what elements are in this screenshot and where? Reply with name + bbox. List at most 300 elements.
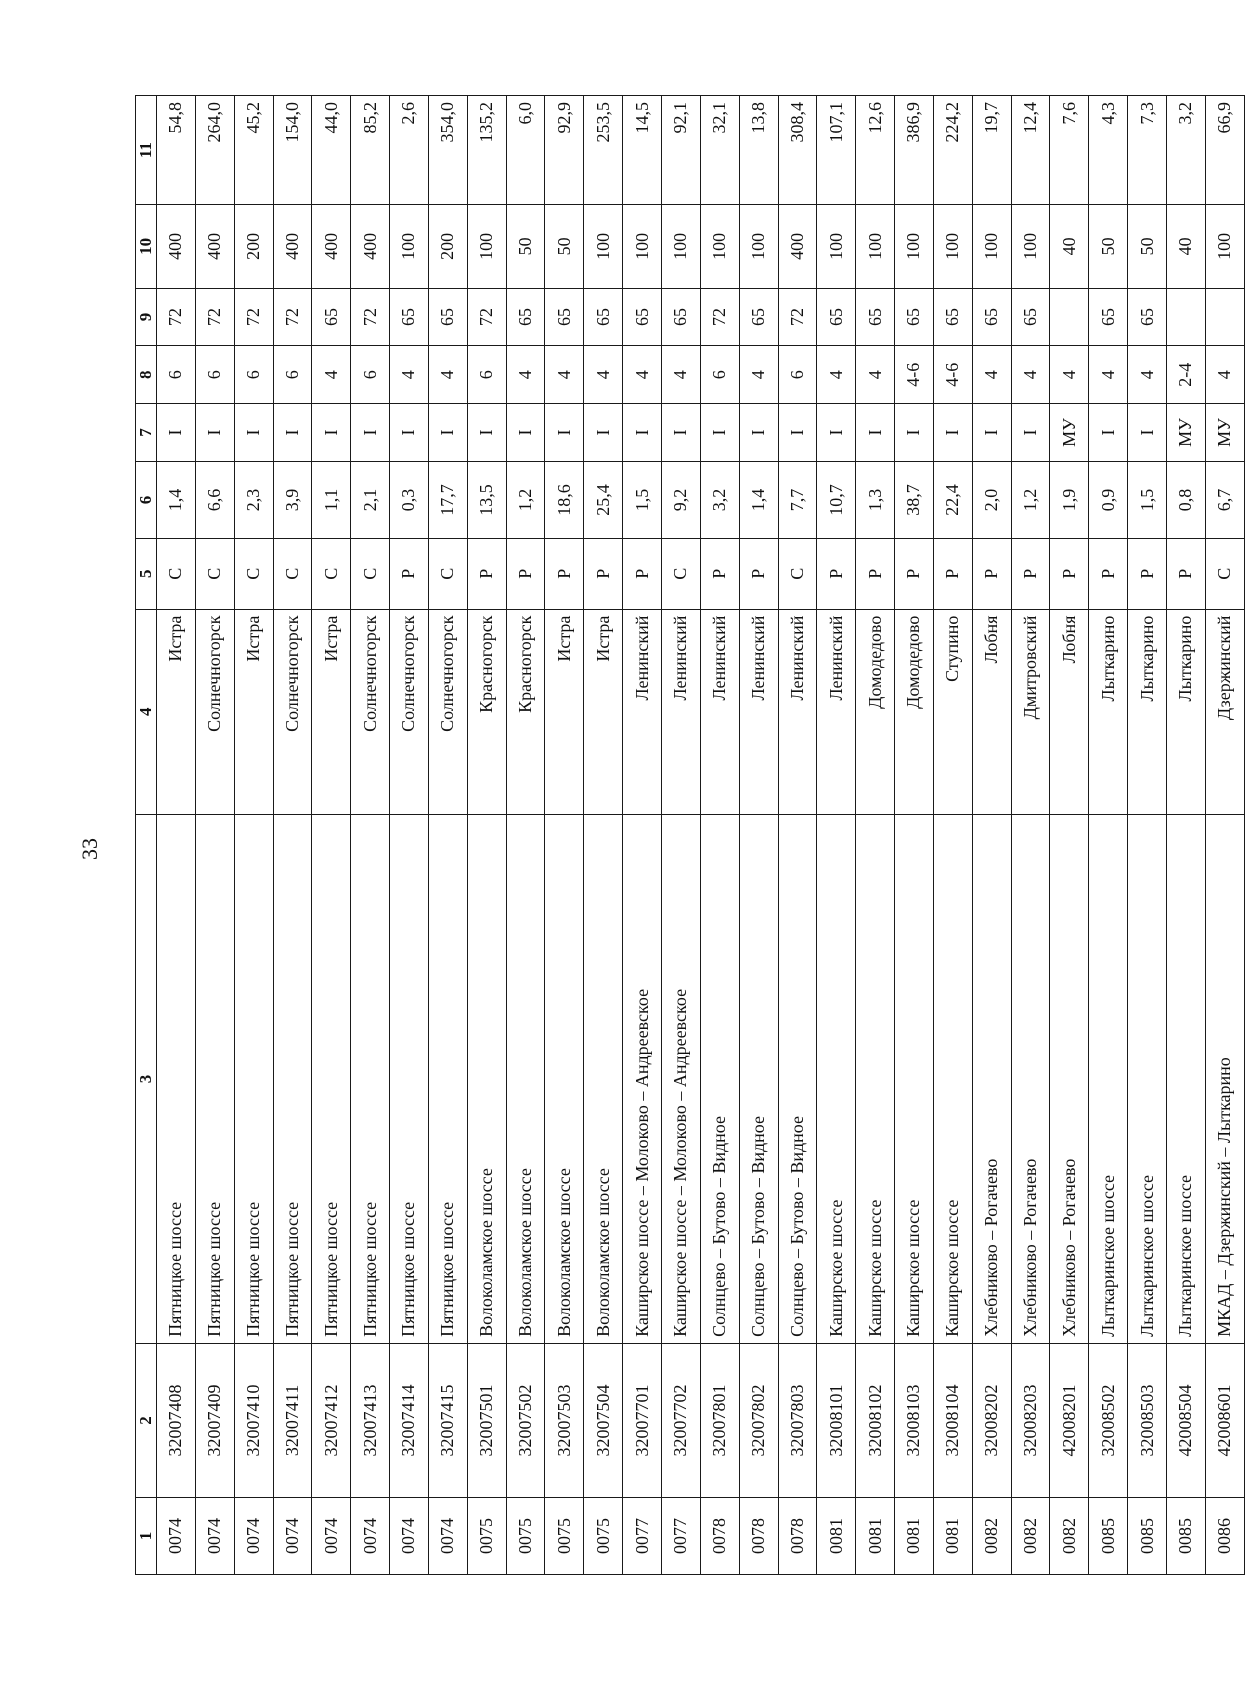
table-cell: I xyxy=(273,404,312,462)
table-cell: 32007702 xyxy=(661,1343,700,1497)
table-cell: Солнечногорск xyxy=(195,609,234,814)
table-cell: 17,7 xyxy=(428,461,467,538)
table-cell: Солнечногорск xyxy=(390,609,429,814)
table-cell: Домодедово xyxy=(895,609,934,814)
table-cell: Лыткаринское шоссе xyxy=(1166,814,1205,1343)
table-cell: Каширское шоссе xyxy=(856,814,895,1343)
table-cell: 4 xyxy=(1050,346,1089,404)
table-cell: 0077 xyxy=(661,1497,700,1574)
table-cell: С xyxy=(778,538,817,609)
table-cell: 44,0 xyxy=(312,96,351,205)
table-cell: 100 xyxy=(700,205,739,288)
table-cell: 400 xyxy=(195,205,234,288)
table-cell: МКАД – Дзержинский – Лыткарино xyxy=(1205,814,1244,1343)
table-cell: I xyxy=(661,404,700,462)
table-cell: 2,0 xyxy=(972,461,1011,538)
table-cell: 65 xyxy=(1089,288,1128,346)
table-cell: 72 xyxy=(157,288,196,346)
table-cell: 32007504 xyxy=(584,1343,623,1497)
table-cell: Волоколамское шоссе xyxy=(506,814,545,1343)
table-cell: Лыткарино xyxy=(1128,609,1167,814)
table-row xyxy=(467,96,506,1575)
table-cell: 72 xyxy=(351,288,390,346)
table-cell: Каширское шоссе – Молоково – Андреевское xyxy=(661,814,700,1343)
table-row xyxy=(273,96,312,1575)
table-cell: 32007415 xyxy=(428,1343,467,1497)
table-cell: 0074 xyxy=(195,1497,234,1574)
table-cell: I xyxy=(817,404,856,462)
table-cell: 1,2 xyxy=(506,461,545,538)
table-cell: 100 xyxy=(933,205,972,288)
table-row xyxy=(1050,96,1089,1575)
table-cell: 100 xyxy=(623,205,662,288)
table-cell: 6 xyxy=(351,346,390,404)
table-row xyxy=(661,96,700,1575)
column-header: 5 xyxy=(136,538,157,609)
table-cell: 0085 xyxy=(1089,1497,1128,1574)
table-cell: 42008601 xyxy=(1205,1343,1244,1497)
table-cell: 400 xyxy=(351,205,390,288)
table-cell: 65 xyxy=(856,288,895,346)
table-cell: 100 xyxy=(856,205,895,288)
table-cell: С xyxy=(1205,538,1244,609)
page-number: 33 xyxy=(77,838,102,860)
table-cell: 65 xyxy=(972,288,1011,346)
table-cell: 4 xyxy=(545,346,584,404)
table-cell: 386,9 xyxy=(895,96,934,205)
table-row xyxy=(972,96,1011,1575)
table-cell: 65 xyxy=(584,288,623,346)
table-cell: 6 xyxy=(234,346,273,404)
table-cell xyxy=(1205,288,1244,346)
table-cell: 32008101 xyxy=(817,1343,856,1497)
table-cell: 0074 xyxy=(428,1497,467,1574)
table-cell: 0074 xyxy=(390,1497,429,1574)
table-cell: 4 xyxy=(1011,346,1050,404)
table-cell: Р xyxy=(739,538,778,609)
table-cell: 13,5 xyxy=(467,461,506,538)
table-cell: Р xyxy=(1166,538,1205,609)
table-cell: 0078 xyxy=(778,1497,817,1574)
table-cell: 32008103 xyxy=(895,1343,934,1497)
table-cell: 0081 xyxy=(817,1497,856,1574)
table-cell: 354,0 xyxy=(428,96,467,205)
table-cell: 1,9 xyxy=(1050,461,1089,538)
table-container xyxy=(135,95,1245,1575)
table-cell: Солнцево – Бутово – Видное xyxy=(778,814,817,1343)
table-row xyxy=(933,96,972,1575)
table-cell: 154,0 xyxy=(273,96,312,205)
table-cell: I xyxy=(428,404,467,462)
column-header: 3 xyxy=(136,814,157,1343)
table-cell: Солнечногорск xyxy=(351,609,390,814)
table-cell: 32008203 xyxy=(1011,1343,1050,1497)
table-row xyxy=(1128,96,1167,1575)
table-cell: 0,3 xyxy=(390,461,429,538)
table-cell: 1,4 xyxy=(157,461,196,538)
table-row xyxy=(351,96,390,1575)
table-cell: 0085 xyxy=(1128,1497,1167,1574)
table-cell: 32,1 xyxy=(700,96,739,205)
table-cell: 4-6 xyxy=(933,346,972,404)
table-cell: С xyxy=(312,538,351,609)
table-cell: I xyxy=(739,404,778,462)
table-cell: 0,9 xyxy=(1089,461,1128,538)
table-row xyxy=(157,96,196,1575)
table-cell: 0075 xyxy=(584,1497,623,1574)
table-cell: 32008502 xyxy=(1089,1343,1128,1497)
table-cell: 18,6 xyxy=(545,461,584,538)
table-cell: 65 xyxy=(933,288,972,346)
table-cell: 0082 xyxy=(1050,1497,1089,1574)
column-header: 7 xyxy=(136,404,157,462)
table-cell: 32007501 xyxy=(467,1343,506,1497)
table-cell: Р xyxy=(817,538,856,609)
header-row xyxy=(136,96,157,1575)
table-cell: Солнцево – Бутово – Видное xyxy=(700,814,739,1343)
table-cell: Р xyxy=(545,538,584,609)
table-cell: 32008104 xyxy=(933,1343,972,1497)
table-cell: 65 xyxy=(739,288,778,346)
table-cell: 54,8 xyxy=(157,96,196,205)
table-cell: Ленинский xyxy=(661,609,700,814)
table-cell: 32007502 xyxy=(506,1343,545,1497)
column-header: 4 xyxy=(136,609,157,814)
table-row xyxy=(234,96,273,1575)
table-cell: 32008102 xyxy=(856,1343,895,1497)
table-cell: Ленинский xyxy=(623,609,662,814)
table-row xyxy=(739,96,778,1575)
table-cell: 42008201 xyxy=(1050,1343,1089,1497)
table-cell: 10,7 xyxy=(817,461,856,538)
table-cell: 100 xyxy=(661,205,700,288)
table-cell: 200 xyxy=(234,205,273,288)
table-cell: I xyxy=(390,404,429,462)
table-row xyxy=(584,96,623,1575)
table-cell: Р xyxy=(623,538,662,609)
table-cell: Пятницкое шоссе xyxy=(234,814,273,1343)
table-cell: I xyxy=(506,404,545,462)
table-cell: 42008504 xyxy=(1166,1343,1205,1497)
table-row xyxy=(856,96,895,1575)
table-cell: Истра xyxy=(584,609,623,814)
table-cell xyxy=(1050,288,1089,346)
table-cell: Р xyxy=(700,538,739,609)
table-cell: 50 xyxy=(506,205,545,288)
table-cell: Р xyxy=(933,538,972,609)
table-cell: Р xyxy=(1050,538,1089,609)
table-cell: 400 xyxy=(778,205,817,288)
table-cell: 65 xyxy=(817,288,856,346)
column-header: 8 xyxy=(136,346,157,404)
table-cell: I xyxy=(467,404,506,462)
table-row xyxy=(312,96,351,1575)
table-cell: Пятницкое шоссе xyxy=(312,814,351,1343)
table-cell: 6 xyxy=(157,346,196,404)
table-cell: 1,5 xyxy=(1128,461,1167,538)
table-cell: 72 xyxy=(234,288,273,346)
table-cell: 253,5 xyxy=(584,96,623,205)
table-cell: 6,6 xyxy=(195,461,234,538)
table-cell: Пятницкое шоссе xyxy=(195,814,234,1343)
table-cell: 0078 xyxy=(739,1497,778,1574)
table-cell: 4 xyxy=(312,346,351,404)
table-cell: 6,0 xyxy=(506,96,545,205)
table-row xyxy=(1166,96,1205,1575)
table-cell: 2,6 xyxy=(390,96,429,205)
table-cell: Красногорск xyxy=(467,609,506,814)
table-cell: 400 xyxy=(157,205,196,288)
table-cell: Солнцево – Бутово – Видное xyxy=(739,814,778,1343)
table-cell: 40 xyxy=(1166,205,1205,288)
table-cell: Истра xyxy=(545,609,584,814)
table-cell: Р xyxy=(1011,538,1050,609)
table-cell: I xyxy=(933,404,972,462)
table-cell: Пятницкое шоссе xyxy=(351,814,390,1343)
table-cell: 65 xyxy=(1128,288,1167,346)
table-cell: I xyxy=(623,404,662,462)
table-cell: Ленинский xyxy=(739,609,778,814)
table-cell: I xyxy=(157,404,196,462)
table-cell: I xyxy=(700,404,739,462)
table-body xyxy=(157,96,1245,1575)
table-cell: 65 xyxy=(895,288,934,346)
table-cell: 32007411 xyxy=(273,1343,312,1497)
table-cell: 100 xyxy=(895,205,934,288)
table-cell: Каширское шоссе xyxy=(895,814,934,1343)
table-cell: 100 xyxy=(1011,205,1050,288)
table-cell: 4 xyxy=(856,346,895,404)
table-cell: 4 xyxy=(428,346,467,404)
table-cell: 1,4 xyxy=(739,461,778,538)
table-cell: 12,4 xyxy=(1011,96,1050,205)
table-cell: 32007409 xyxy=(195,1343,234,1497)
table-cell: 0081 xyxy=(895,1497,934,1574)
table-cell: Лыткарино xyxy=(1089,609,1128,814)
table-cell: 32007413 xyxy=(351,1343,390,1497)
table-row xyxy=(390,96,429,1575)
table-cell: 135,2 xyxy=(467,96,506,205)
table-cell: 65 xyxy=(390,288,429,346)
table-cell: 72 xyxy=(467,288,506,346)
table-cell: Ступино xyxy=(933,609,972,814)
table-cell: I xyxy=(895,404,934,462)
table-cell: 50 xyxy=(545,205,584,288)
table-cell: 3,2 xyxy=(1166,96,1205,205)
table-row xyxy=(506,96,545,1575)
table-cell: 4 xyxy=(739,346,778,404)
table-cell: 4 xyxy=(584,346,623,404)
table-cell: I xyxy=(234,404,273,462)
data-table xyxy=(135,95,1245,1575)
table-cell: Ленинский xyxy=(778,609,817,814)
table-cell: 0074 xyxy=(351,1497,390,1574)
table-cell: 0074 xyxy=(273,1497,312,1574)
table-row xyxy=(623,96,662,1575)
table-cell: 12,6 xyxy=(856,96,895,205)
table-cell: I xyxy=(584,404,623,462)
column-header: 6 xyxy=(136,461,157,538)
table-cell: 0075 xyxy=(467,1497,506,1574)
table-cell: 92,9 xyxy=(545,96,584,205)
table-cell: Лобня xyxy=(972,609,1011,814)
table-cell xyxy=(1166,288,1205,346)
table-cell: 4 xyxy=(506,346,545,404)
table-cell: I xyxy=(1128,404,1167,462)
table-cell: 4 xyxy=(390,346,429,404)
table-cell: 0,8 xyxy=(1166,461,1205,538)
table-cell: Лыткарино xyxy=(1166,609,1205,814)
table-row xyxy=(1011,96,1050,1575)
table-cell: I xyxy=(351,404,390,462)
table-cell: 32007414 xyxy=(390,1343,429,1497)
table-cell: 224,2 xyxy=(933,96,972,205)
table-cell: Хлебниково – Рогачево xyxy=(1011,814,1050,1343)
table-cell: С xyxy=(428,538,467,609)
table-cell: 19,7 xyxy=(972,96,1011,205)
table-cell: 92,1 xyxy=(661,96,700,205)
table-cell: 200 xyxy=(428,205,467,288)
table-cell: 0075 xyxy=(545,1497,584,1574)
table-cell: 32007802 xyxy=(739,1343,778,1497)
table-cell: 0074 xyxy=(157,1497,196,1574)
table-cell: 72 xyxy=(273,288,312,346)
table-cell: 32008503 xyxy=(1128,1343,1167,1497)
table-cell: 72 xyxy=(700,288,739,346)
table-cell: 65 xyxy=(623,288,662,346)
table-cell: Р xyxy=(856,538,895,609)
table-cell: Волоколамское шоссе xyxy=(467,814,506,1343)
table-cell: 9,2 xyxy=(661,461,700,538)
table-cell: 4 xyxy=(817,346,856,404)
table-cell: Волоколамское шоссе xyxy=(545,814,584,1343)
table-cell: 72 xyxy=(195,288,234,346)
table-cell: 6 xyxy=(273,346,312,404)
table-row xyxy=(195,96,234,1575)
table-cell: Лыткаринское шоссе xyxy=(1089,814,1128,1343)
table-cell: 6 xyxy=(467,346,506,404)
table-cell: 0081 xyxy=(856,1497,895,1574)
table-cell: 0082 xyxy=(972,1497,1011,1574)
table-cell: Солнечногорск xyxy=(428,609,467,814)
table-cell: I xyxy=(1089,404,1128,462)
table-cell: 100 xyxy=(739,205,778,288)
table-cell: 6 xyxy=(195,346,234,404)
table-cell: 7,7 xyxy=(778,461,817,538)
table-cell: 32007408 xyxy=(157,1343,196,1497)
table-cell: 4 xyxy=(1128,346,1167,404)
table-cell: МУ xyxy=(1050,404,1089,462)
table-cell: 65 xyxy=(1011,288,1050,346)
table-cell: 50 xyxy=(1089,205,1128,288)
table-cell: Р xyxy=(1089,538,1128,609)
table-cell: 32008202 xyxy=(972,1343,1011,1497)
table-cell: 32007801 xyxy=(700,1343,739,1497)
table-cell: 32007410 xyxy=(234,1343,273,1497)
table-cell: 4 xyxy=(972,346,1011,404)
table-cell: Ленинский xyxy=(817,609,856,814)
table-cell: I xyxy=(312,404,351,462)
table-row xyxy=(778,96,817,1575)
table-cell: 65 xyxy=(661,288,700,346)
table-cell: 25,4 xyxy=(584,461,623,538)
table-cell: 32007503 xyxy=(545,1343,584,1497)
table-cell: Каширское шоссе – Молоково – Андреевское xyxy=(623,814,662,1343)
table-cell: Ленинский xyxy=(700,609,739,814)
table-cell: 1,2 xyxy=(1011,461,1050,538)
table-cell: МУ xyxy=(1205,404,1244,462)
table-cell: 0082 xyxy=(1011,1497,1050,1574)
table-cell: 65 xyxy=(506,288,545,346)
table-cell: 85,2 xyxy=(351,96,390,205)
table-cell: 1,1 xyxy=(312,461,351,538)
table-cell: Домодедово xyxy=(856,609,895,814)
table-cell: Дзержинский xyxy=(1205,609,1244,814)
table-cell: Р xyxy=(1128,538,1167,609)
table-cell: Р xyxy=(506,538,545,609)
table-cell: Волоколамское шоссе xyxy=(584,814,623,1343)
table-cell: 4 xyxy=(623,346,662,404)
table-cell: 4 xyxy=(1205,346,1244,404)
column-header: 2 xyxy=(136,1343,157,1497)
table-cell: 32007701 xyxy=(623,1343,662,1497)
table-cell: I xyxy=(195,404,234,462)
table-row xyxy=(700,96,739,1575)
table-cell: 0074 xyxy=(312,1497,351,1574)
table-cell: 400 xyxy=(312,205,351,288)
table-cell: Пятницкое шоссе xyxy=(390,814,429,1343)
table-cell: С xyxy=(157,538,196,609)
table-row xyxy=(1089,96,1128,1575)
table-cell: 107,1 xyxy=(817,96,856,205)
table-cell: Пятницкое шоссе xyxy=(428,814,467,1343)
table-cell: С xyxy=(273,538,312,609)
table-cell: С xyxy=(234,538,273,609)
table-cell: Р xyxy=(467,538,506,609)
table-cell: 100 xyxy=(1205,205,1244,288)
table-cell: 0074 xyxy=(234,1497,273,1574)
table-cell: 308,4 xyxy=(778,96,817,205)
table-cell: С xyxy=(195,538,234,609)
column-header: 1 xyxy=(136,1497,157,1574)
table-cell: I xyxy=(856,404,895,462)
table-cell: Дмитровский xyxy=(1011,609,1050,814)
table-cell: Лобня xyxy=(1050,609,1089,814)
table-cell: 40 xyxy=(1050,205,1089,288)
table-cell: С xyxy=(661,538,700,609)
table-row xyxy=(817,96,856,1575)
table-cell: 4 xyxy=(661,346,700,404)
table-cell: 0085 xyxy=(1166,1497,1205,1574)
table-cell: 6 xyxy=(700,346,739,404)
table-cell: 6 xyxy=(778,346,817,404)
table-cell: 32007803 xyxy=(778,1343,817,1497)
table-cell: 0078 xyxy=(700,1497,739,1574)
table-cell: МУ xyxy=(1166,404,1205,462)
table-cell: 0086 xyxy=(1205,1497,1244,1574)
table-cell: 3,2 xyxy=(700,461,739,538)
table-cell: 2,1 xyxy=(351,461,390,538)
table-cell: I xyxy=(778,404,817,462)
table-cell: Истра xyxy=(312,609,351,814)
column-header: 10 xyxy=(136,205,157,288)
table-cell: Каширское шоссе xyxy=(933,814,972,1343)
table-cell: 65 xyxy=(428,288,467,346)
table-cell: 2,3 xyxy=(234,461,273,538)
table-cell: I xyxy=(1011,404,1050,462)
table-cell: 2-4 xyxy=(1166,346,1205,404)
table-cell: 65 xyxy=(312,288,351,346)
